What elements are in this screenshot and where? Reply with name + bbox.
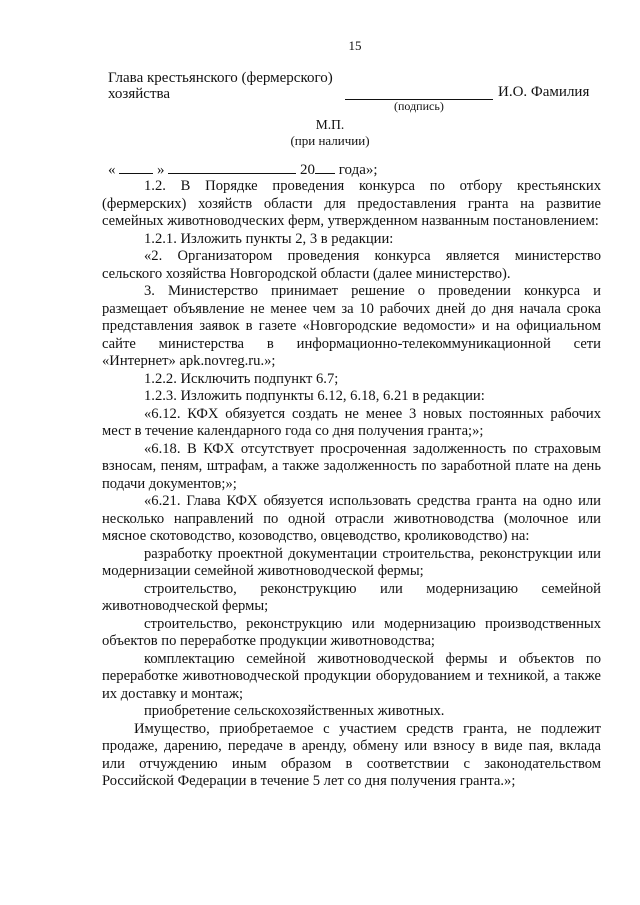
paragraph: 1.2.1. Изложить пункты 2, 3 в редакции: [144,230,394,247]
paragraph: 1.2. В Порядке проведения конкурса по отбору крестьянских (фермерских) хозяйств области для предоставления гранта на развитие семейных животноводческих ферм, утвержденном названным постановлением: [102,178,601,229]
date-year-suffix: года»; [338,162,378,178]
paragraph: строительство, реконструкцию или модернизацию семейной животноводческой фермы; [102,580,601,614]
document-body [102,178,601,791]
paragraph: строительство, реконструкцию или модернизацию производственных объектов по переработке продукции животноводства; [102,615,601,649]
date-line [108,160,378,179]
paragraph: Имущество, приобретаемое с участием средств гранта, не подлежит продаже, дарению, передаче в аренду, обмену или взносу в виде пая, вклада или отчуждению иным образом в соответствии с законодательством Российской Федерации в течение 5 лет со дня получения гранта.»; [102,720,601,789]
paragraph: приобретение сельскохозяйственных животных. [144,703,445,719]
stamp-note: (при наличии) [290,133,370,148]
paragraph: «6.18. В КФХ отсутствует просроченная задолженность по страховым взносам, пеням, штрафам, а также задолженность по заработной плате на день подачи документов;»; [102,440,601,492]
paragraph: разработку проектной документации строительства, реконструкции или модернизации семейной животноводческой фермы; [102,545,601,579]
paragraph: комплектацию семейной животноводческой фермы и объектов по переработке животноводческой продукции оборудованием и техникой, а также их доставку и монтаж; [102,650,601,702]
paragraph: «2. Организатором проведения конкурса является министерство сельского хозяйства Новгородской области (далее министерство). [102,248,601,282]
signature-title-line1: Глава крестьянского (фермерского) [108,70,333,86]
paragraph: «6.21. Глава КФХ обязуется использовать средства гранта на одно или несколько направлений по одной отрасли животноводства (молочное или мясное скотоводство, козоводство, овцеводство, кролиководство) на: [102,493,601,544]
paragraph: «6.12. КФХ обязуется создать не менее 3 новых постоянных рабочих мест в течение календарного года со дня получения гранта;»; [102,405,601,439]
page-number: 15 [348,38,362,53]
signature-name: И.О. Фамилия [498,84,590,100]
paragraph: 1.2.3. Изложить подпункты 6.12, 6.18, 6.21 в редакции: [144,388,485,404]
date-open-quote: « [108,162,116,178]
date-day-blank [119,160,153,174]
date-close-quote: » [157,162,165,178]
signature-line [345,84,493,100]
date-year-blank [315,160,335,174]
signature-caption: (подпись) [394,99,444,113]
stamp-label: М.П. [315,117,345,132]
paragraph: 3. Министерство принимает решение о проведении конкурса и размещает объявление не менее чем за 10 рабочих дней до дня начала срока представления заявок в газете «Новгородские ведомости» и на официальном сайте министерства в информационно-телекоммуникационной сети «Интернет» apk.novreg.ru.»; [102,283,601,369]
date-year-prefix: 20 [300,162,315,178]
paragraph: 1.2.2. Исключить подпункт 6.7; [144,370,339,387]
date-month-blank [168,160,296,174]
signature-title-line2: хозяйства [108,86,171,102]
